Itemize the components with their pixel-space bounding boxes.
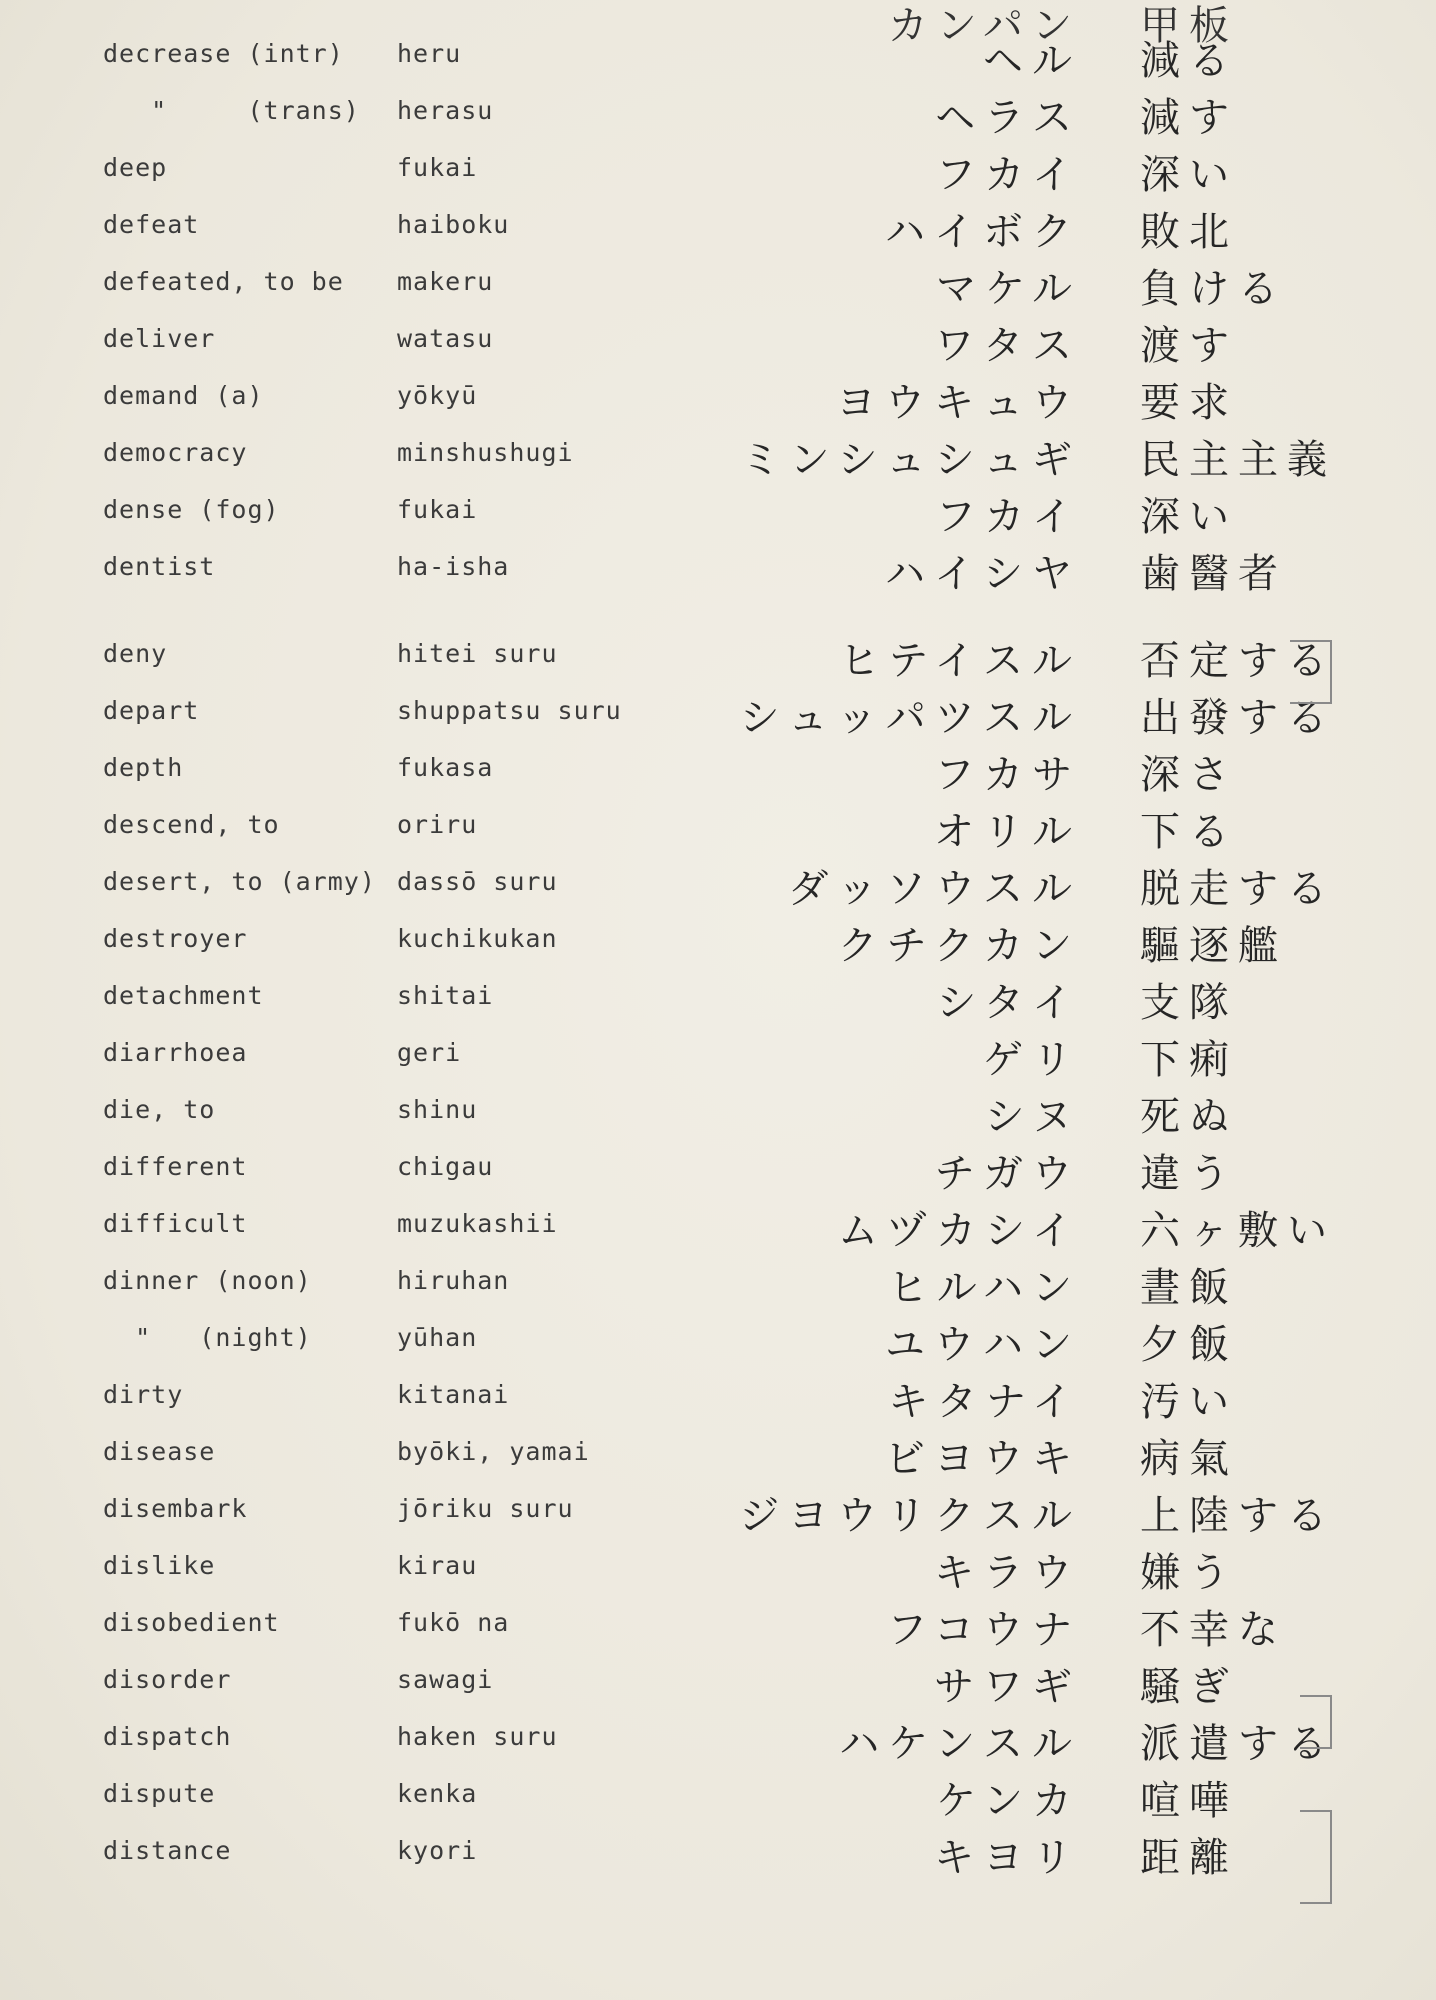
kana-reading: ヘラス [935,95,1081,141]
vocab-entry [0,1602,1436,1654]
romaji-reading: hitei suru [397,639,558,668]
english-term: depth [103,753,184,782]
english-term: diarrhoea [103,1038,248,1067]
kana-reading: オリル [934,809,1081,855]
english-term: deep [103,153,168,182]
romaji-reading: shinu [397,1095,478,1124]
vocab-entry [0,861,1436,913]
kana-reading: ゲリ [983,1037,1081,1083]
english-term: desert, to (army) [103,867,376,896]
kana-reading: ハイボク [885,209,1081,255]
romaji-reading: makeru [397,267,494,296]
kanji-writing: 違う [1140,1151,1238,1197]
english-term: demand (a) [103,381,264,410]
kanji-writing: 夕飯 [1140,1322,1238,1368]
english-term: deliver [103,324,216,353]
kana-reading: キラウ [934,1550,1081,1596]
kana-reading: ヘル [983,38,1081,84]
english-term: die, to [103,1095,216,1124]
vocab-entry [0,1203,1436,1255]
vocab-entry [0,804,1436,856]
kanji-writing: 驅逐艦 [1140,923,1287,969]
vocab-entry [0,1374,1436,1426]
kana-reading: シタイ [936,980,1081,1026]
english-term: democracy [103,438,248,467]
kanji-writing: 深さ [1140,752,1238,798]
kana-reading: ダッソウスル [788,866,1081,912]
romaji-reading: jōriku suru [397,1494,574,1523]
kana-reading: フカサ [934,752,1081,798]
romaji-reading: shuppatsu suru [397,696,622,725]
kanji-writing: 嫌う [1140,1550,1238,1596]
kana-reading: ユウハン [885,1322,1081,1368]
kanji-writing: 病氣 [1140,1436,1238,1482]
kanji-writing: 深い [1140,152,1238,198]
english-term: detachment [103,981,264,1010]
romaji-reading: kitanai [397,1380,510,1409]
vocab-entry [0,204,1436,256]
kanji-writing: 歯醫者 [1140,551,1287,597]
romaji-reading: fukai [397,495,478,524]
english-term: descend, to [103,810,280,839]
vocab-entry [0,432,1436,484]
kana-reading: クチクカン [837,923,1081,969]
vocab-entry [0,1260,1436,1312]
pencil-bracket [1300,1810,1332,1904]
kanji-writing: 減す [1140,95,1238,141]
kana-reading: フカイ [935,494,1081,540]
kanji-writing: 下痢 [1140,1037,1238,1083]
romaji-reading: yōkyū [397,381,478,410]
romaji-reading: ha-isha [397,552,510,581]
romaji-reading: shitai [397,981,494,1010]
kana-reading: ヒルハン [887,1265,1081,1311]
vocab-entry [0,633,1436,685]
kana-reading: ハケンスル [839,1721,1081,1767]
english-term: " (night) [103,1323,312,1352]
vocab-entry [0,546,1436,598]
vocab-entry [0,1830,1436,1882]
english-term: decrease (intr) [103,39,344,68]
romaji-reading: fukai [397,153,478,182]
romaji-reading: haken suru [397,1722,558,1751]
romaji-reading: fukō na [397,1608,510,1637]
english-term: different [103,1152,248,1181]
kanji-writing: 不幸な [1140,1607,1287,1653]
kanji-writing: 六ヶ敷い [1140,1208,1336,1254]
english-term: depart [103,696,200,725]
vocab-entry [0,90,1436,142]
kanji-writing: 敗北 [1140,209,1238,255]
romaji-reading: kuchikukan [397,924,558,953]
english-term: distance [103,1836,232,1865]
kana-reading: ビヨウキ [885,1436,1081,1482]
kana-reading: ミンシュシュギ [740,437,1081,483]
pencil-bracket [1290,640,1332,704]
romaji-reading: muzukashii [397,1209,558,1238]
english-term: defeated, to be [103,267,344,296]
vocab-entry [0,1716,1436,1768]
kana-reading: チガウ [934,1151,1081,1197]
vocab-entry [0,1146,1436,1198]
kana-reading: キタナイ [888,1379,1081,1425]
english-term: dentist [103,552,216,581]
kanji-writing: 民主主義 [1140,437,1336,483]
kana-reading: シヌ [984,1094,1081,1140]
kana-reading: フカイ [935,152,1081,198]
kana-reading: サワギ [934,1664,1081,1710]
kana-reading: ジヨウリクスル [739,1493,1081,1539]
kana-reading: ムヅカシイ [838,1208,1081,1254]
vocab-entry [0,1545,1436,1597]
kana-reading: ハイシヤ [885,551,1081,597]
english-term: dirty [103,1380,184,1409]
kanji-writing: 汚い [1140,1379,1238,1425]
kanji-writing: 減る [1140,38,1238,84]
romaji-reading: watasu [397,324,494,353]
romaji-reading: kenka [397,1779,478,1808]
kanji-writing: 支隊 [1140,980,1238,1026]
vocab-entry [0,975,1436,1027]
kana-reading: ケンカ [936,1778,1081,1824]
vocab-entry [0,261,1436,313]
romaji-reading: byōki, yamai [397,1437,590,1466]
english-term: deny [103,639,168,668]
romaji-reading: geri [397,1038,462,1067]
kanji-writing: 負ける [1140,266,1287,312]
kanji-writing: 脱走する [1140,866,1336,912]
kana-reading: ヨウキュウ [836,380,1081,426]
vocab-entry [0,1773,1436,1825]
vocab-entry [0,33,1436,85]
romaji-reading: kyori [397,1836,478,1865]
kana-reading: キヨリ [934,1835,1081,1881]
kana-reading: カンパン [887,3,1081,49]
kana-reading: ワタス [934,323,1081,369]
romaji-reading: haiboku [397,210,510,239]
vocab-entry [0,1659,1436,1711]
romaji-reading: kirau [397,1551,478,1580]
kana-reading: フコウナ [887,1607,1081,1653]
kanji-writing: 否定する [1140,638,1336,684]
vocab-entry [0,690,1436,742]
english-term: dispute [103,1779,216,1808]
kanji-writing: 死ぬ [1140,1094,1238,1140]
english-term: disorder [103,1665,232,1694]
english-term: disease [103,1437,216,1466]
english-term: dinner (noon) [103,1266,312,1295]
kanji-writing: 甲板 [1140,3,1238,49]
english-term: disobedient [103,1608,280,1637]
kana-reading: マケル [936,266,1081,312]
romaji-reading: heru [397,39,462,68]
kanji-writing: 深い [1140,494,1238,540]
kana-reading: ヒテイスル [839,638,1081,684]
kanji-writing: 要求 [1140,380,1238,426]
romaji-reading: dassō suru [397,867,558,896]
kanji-writing: 晝飯 [1140,1265,1238,1311]
romaji-reading: sawagi [397,1665,494,1694]
english-term: disembark [103,1494,248,1523]
pencil-bracket [1300,1695,1332,1749]
vocab-entry [0,318,1436,370]
english-term: dislike [103,1551,216,1580]
kanji-writing: 出發する [1140,695,1336,741]
vocab-entry [0,1431,1436,1483]
english-term: " (trans) [103,96,360,125]
vocab-entry [0,1488,1436,1540]
kanji-writing: 下る [1140,809,1238,855]
romaji-reading: herasu [397,96,494,125]
english-term: dense (fog) [103,495,280,524]
vocab-entry [0,147,1436,199]
romaji-reading: fukasa [397,753,494,782]
english-term: destroyer [103,924,248,953]
kanji-writing: 距離 [1140,1835,1238,1881]
vocab-entry [0,1089,1436,1141]
vocab-entry [0,489,1436,541]
kanji-writing: 派遣する [1140,1721,1336,1767]
english-term: defeat [103,210,200,239]
vocab-entry [0,375,1436,427]
romaji-reading: minshushugi [397,438,574,467]
kanji-writing: 上陸する [1140,1493,1336,1539]
vocab-entry [0,1032,1436,1084]
romaji-reading: hiruhan [397,1266,510,1295]
romaji-reading: chigau [397,1152,494,1181]
romaji-reading: yūhan [397,1323,478,1352]
english-term: difficult [103,1209,248,1238]
kanji-writing: 喧嘩 [1140,1778,1238,1824]
romaji-reading: oriru [397,810,478,839]
vocab-entry [0,747,1436,799]
vocab-entry [0,1317,1436,1369]
kanji-writing: 騒ぎ [1140,1664,1238,1710]
kanji-writing: 渡す [1140,323,1238,369]
vocab-entry [0,918,1436,970]
english-term: dispatch [103,1722,232,1751]
kana-reading: シュッパツスル [739,695,1081,741]
